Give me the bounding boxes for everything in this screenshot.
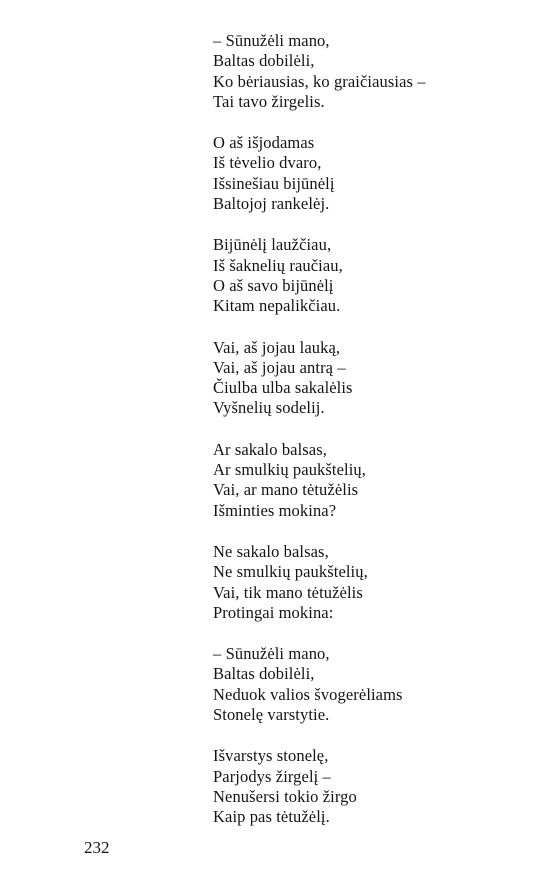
stanza-3 bbox=[213, 235, 543, 316]
poem-line: Ne smulkių paukštelių, bbox=[213, 562, 368, 582]
stanza-7 bbox=[213, 644, 543, 725]
poem-line: Stonelę varstytie. bbox=[213, 705, 330, 725]
poem-line: Baltas dobilėli, bbox=[213, 51, 315, 71]
poem-line: Ne sakalo balsas, bbox=[213, 541, 329, 561]
stanza-6 bbox=[213, 542, 543, 623]
poem-text bbox=[213, 31, 543, 849]
stanza-8 bbox=[213, 746, 543, 827]
poem-line: Iš šaknelių raučiau, bbox=[213, 255, 343, 275]
poem-line: O aš išjodamas bbox=[213, 133, 315, 153]
poem-line: Ar sakalo balsas, bbox=[213, 439, 327, 459]
poem-line: Baltas dobilėli, bbox=[213, 664, 315, 684]
poem-line: Vai, tik mano tėtužėlis bbox=[213, 582, 363, 602]
poem-line: O aš savo bijūnėlį bbox=[213, 275, 334, 295]
poem-line: Čiulba ulba sakalėlis bbox=[213, 378, 353, 398]
poem-line: Tai tavo žirgelis. bbox=[213, 91, 325, 111]
poem-line: – Sūnužėli mano, bbox=[213, 31, 330, 50]
poem-line: Iš tėvelio dvaro, bbox=[213, 153, 322, 173]
poem-line: Išminties mokina? bbox=[213, 500, 337, 520]
stanza-1 bbox=[213, 31, 543, 112]
poem-line: Bijūnėlį laužčiau, bbox=[213, 235, 332, 255]
poem-line: Ar smulkių paukštelių, bbox=[213, 460, 366, 480]
stanza-2 bbox=[213, 133, 543, 214]
poem-line: Ko bėriausias, ko graičiausias – bbox=[213, 71, 426, 91]
poem-line: Neduok valios švogerėliams bbox=[213, 684, 403, 704]
poem-line: Vai, aš jojau antrą – bbox=[213, 357, 346, 377]
poem-line: Išsinešiau bijūnėlį bbox=[213, 173, 335, 193]
page-number: 232 bbox=[84, 838, 110, 857]
poem-line: Nenušersi tokio žirgo bbox=[213, 786, 357, 806]
poem-line: – Sūnužėli mano, bbox=[213, 644, 330, 664]
poem-line: Išvarstys stonelę, bbox=[213, 746, 329, 766]
poem-line: Vai, ar mano tėtužėlis bbox=[213, 480, 359, 500]
poem-line: Protingai mokina: bbox=[213, 602, 334, 622]
poem-line: Parjodys žirgelį – bbox=[213, 766, 331, 786]
poem-line: Vyšnelių sodelij. bbox=[213, 398, 325, 418]
poem-line: Vai, aš jojau lauką, bbox=[213, 337, 341, 357]
poem-line: Baltojoj rankelėj. bbox=[213, 194, 330, 214]
poem-line: Kitam nepalikčiau. bbox=[213, 296, 341, 316]
poem-line: Kaip pas tėtužėlį. bbox=[213, 807, 330, 827]
stanza-5 bbox=[213, 440, 543, 521]
stanza-4 bbox=[213, 338, 543, 419]
